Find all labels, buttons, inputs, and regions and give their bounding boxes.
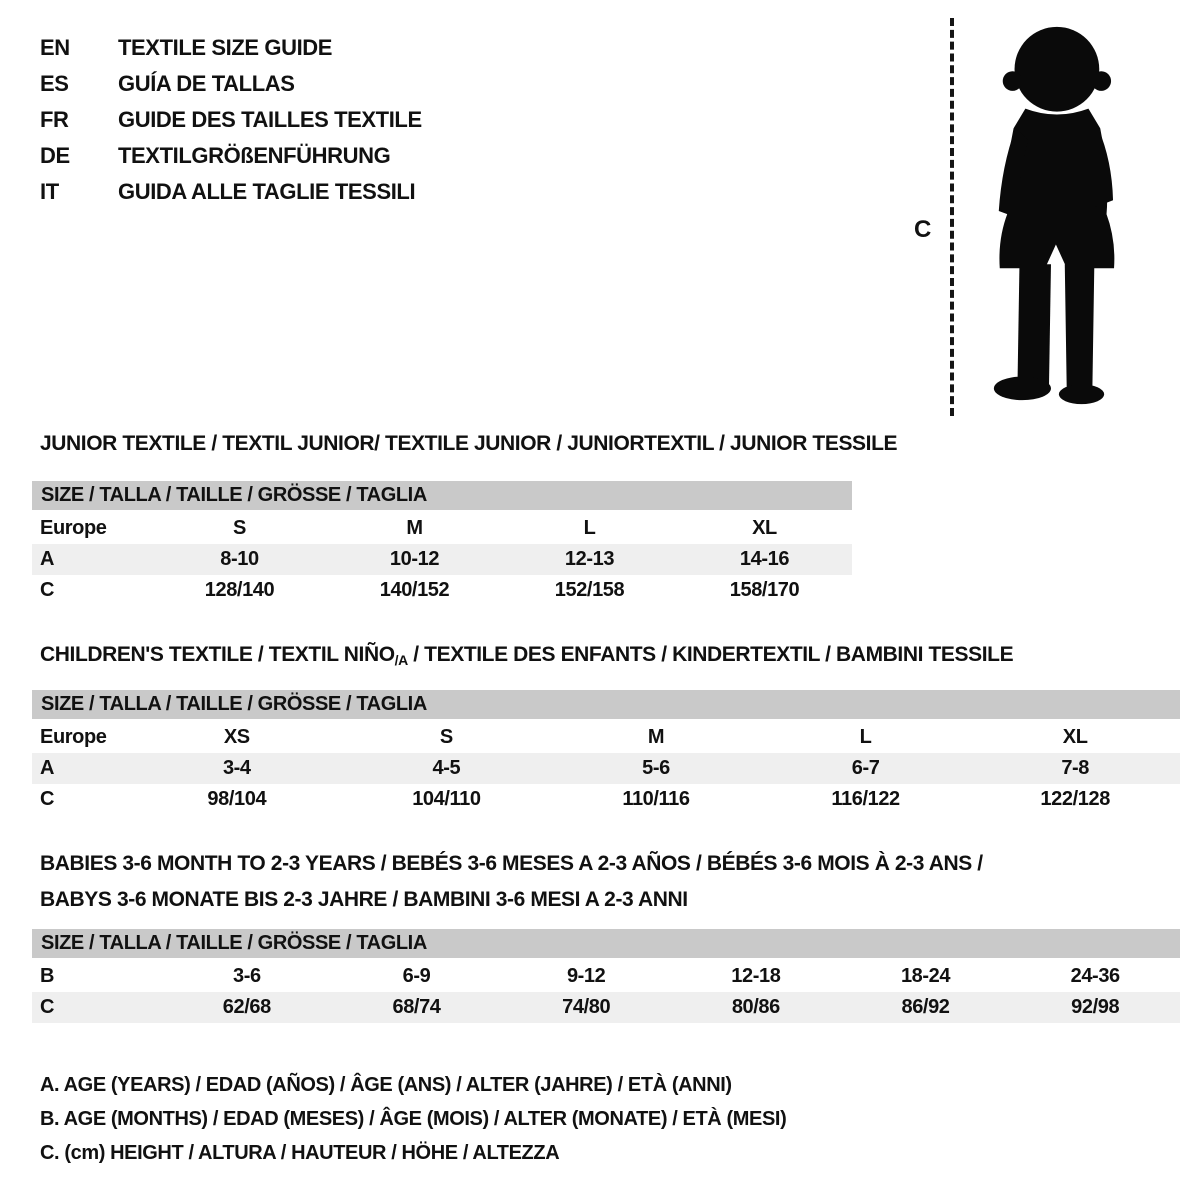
guide-title: TEXTILE SIZE GUIDE bbox=[118, 35, 333, 60]
table-cell: 24-36 bbox=[1070, 965, 1120, 987]
table-row bbox=[32, 722, 1180, 753]
heading-subscript: /A bbox=[394, 652, 408, 668]
table-cell: 6-9 bbox=[402, 965, 431, 987]
language-row-fr bbox=[40, 102, 422, 138]
table-cell: 68/74 bbox=[392, 996, 441, 1018]
row-label: B bbox=[40, 965, 55, 987]
size-header-bar: SIZE / TALLA / TAILLE / GRÖSSE / TAGLIA bbox=[32, 481, 852, 510]
heading-text: / TEXTILE DES ENFANTS / KINDERTEXTIL / BAMBINI TESSILE bbox=[407, 643, 1014, 666]
row-label: Europe bbox=[40, 726, 107, 748]
table-cell: 80/86 bbox=[731, 996, 780, 1018]
table-cell: 116/122 bbox=[831, 788, 900, 810]
table-cell: 14-16 bbox=[739, 548, 790, 570]
table-row bbox=[32, 575, 852, 606]
legend-height-cm: C. (cm) HEIGHT / ALTURA / HAUTEUR / HÖHE / ALTEZZA bbox=[40, 1142, 560, 1164]
table-cell: 9-12 bbox=[566, 965, 606, 987]
legend-age-years: A. AGE (YEARS) / EDAD (AÑOS) / ÂGE (ANS) / ALTER (JAHRE) / ETÀ (ANNI) bbox=[40, 1074, 732, 1096]
table-cell: 4-5 bbox=[432, 757, 461, 779]
table-cell: 18-24 bbox=[900, 965, 951, 987]
table-cell: 5-6 bbox=[642, 757, 670, 779]
table-row bbox=[32, 961, 1180, 992]
children-section-heading bbox=[40, 643, 1013, 668]
table-cell: 62/68 bbox=[222, 996, 271, 1018]
language-row-it bbox=[40, 174, 422, 210]
table-cell: 8-10 bbox=[220, 548, 259, 570]
language-row-es bbox=[40, 66, 422, 102]
language-code: ES bbox=[40, 71, 69, 96]
table-cell: S bbox=[233, 517, 246, 539]
table-cell: 92/98 bbox=[1071, 996, 1120, 1018]
language-code: EN bbox=[40, 35, 70, 60]
table-cell: M bbox=[406, 517, 423, 539]
table-cell: 10-12 bbox=[389, 548, 440, 570]
babies-section-heading bbox=[40, 846, 983, 918]
table-cell: 140/152 bbox=[379, 579, 450, 601]
size-header-bar: SIZE / TALLA / TAILLE / GRÖSSE / TAGLIA bbox=[32, 690, 1180, 719]
table-cell: 74/80 bbox=[562, 996, 611, 1018]
table-cell: L bbox=[859, 726, 872, 748]
size-header-bar: SIZE / TALLA / TAILLE / GRÖSSE / TAGLIA bbox=[32, 929, 1180, 958]
row-label: C bbox=[40, 788, 55, 810]
junior-size-table bbox=[32, 481, 852, 606]
table-cell: 3-4 bbox=[222, 757, 251, 779]
height-figure bbox=[900, 10, 1150, 425]
heading-text: CHILDREN'S TEXTILE / TEXTIL NIÑO bbox=[40, 643, 395, 666]
children-size-table bbox=[32, 690, 1180, 815]
height-measure-line bbox=[950, 18, 954, 416]
table-cell: 6-7 bbox=[851, 757, 880, 779]
table-cell: 152/158 bbox=[554, 579, 625, 601]
language-code: FR bbox=[40, 107, 69, 132]
table-cell: 110/116 bbox=[622, 788, 690, 810]
row-label: Europe bbox=[40, 517, 107, 539]
heading-line: BABYS 3-6 MONATE BIS 2-3 JAHRE / BAMBINI 3-6 MESI A 2-3 ANNI bbox=[40, 888, 688, 911]
table-cell: M bbox=[647, 726, 665, 748]
table-cell: 158/170 bbox=[729, 579, 800, 601]
guide-title: TEXTILGRÖßENFÜHRUNG bbox=[118, 143, 391, 168]
guide-title: GUIDA ALLE TAGLIE TESSILI bbox=[118, 179, 416, 204]
table-cell: 98/104 bbox=[207, 788, 267, 810]
table-row bbox=[32, 784, 1180, 815]
table-cell: XL bbox=[1062, 726, 1088, 748]
row-label: C bbox=[40, 579, 55, 601]
table-cell: 12-13 bbox=[564, 548, 615, 570]
table-cell: 86/92 bbox=[901, 996, 950, 1018]
table-cell: 3-6 bbox=[232, 965, 261, 987]
table-cell: 122/128 bbox=[1040, 788, 1110, 810]
row-label: C bbox=[40, 996, 55, 1018]
guide-title: GUÍA DE TALLAS bbox=[118, 71, 295, 96]
language-title-list bbox=[40, 30, 422, 210]
toddler-silhouette-icon bbox=[966, 18, 1134, 412]
babies-size-table bbox=[32, 929, 1180, 1023]
row-label: A bbox=[40, 757, 55, 779]
table-cell: 7-8 bbox=[1061, 757, 1090, 779]
table-cell: L bbox=[583, 517, 596, 539]
height-measure-label: C bbox=[914, 216, 931, 243]
table-cell: S bbox=[439, 726, 453, 748]
heading-line: BABIES 3-6 MONTH TO 2-3 YEARS / BEBÉS 3-6 MESES A 2-3 AÑOS / BÉBÉS 3-6 MOIS À 2-3 ANS / bbox=[40, 852, 983, 875]
table-cell: XL bbox=[752, 517, 777, 539]
table-cell: 104/110 bbox=[412, 788, 481, 810]
table-cell: 12-18 bbox=[731, 965, 781, 987]
table-row bbox=[32, 992, 1180, 1023]
table-row bbox=[32, 513, 852, 544]
junior-section-heading: JUNIOR TEXTILE / TEXTIL JUNIOR/ TEXTILE JUNIOR / JUNIORTEXTIL / JUNIOR TESSILE bbox=[40, 432, 898, 455]
guide-title: GUIDE DES TAILLES TEXTILE bbox=[118, 107, 422, 132]
language-code: IT bbox=[40, 179, 59, 204]
legend bbox=[40, 1068, 786, 1170]
legend-age-months: B. AGE (MONTHS) / EDAD (MESES) / ÂGE (MOIS) / ALTER (MONATE) / ETÀ (MESI) bbox=[40, 1108, 787, 1130]
table-cell: XS bbox=[223, 726, 250, 748]
table-row bbox=[32, 753, 1180, 784]
language-row-de bbox=[40, 138, 422, 174]
language-row-en bbox=[40, 30, 422, 66]
language-code: DE bbox=[40, 143, 70, 168]
row-label: A bbox=[40, 548, 55, 570]
table-cell: 128/140 bbox=[204, 579, 275, 601]
table-row bbox=[32, 544, 852, 575]
